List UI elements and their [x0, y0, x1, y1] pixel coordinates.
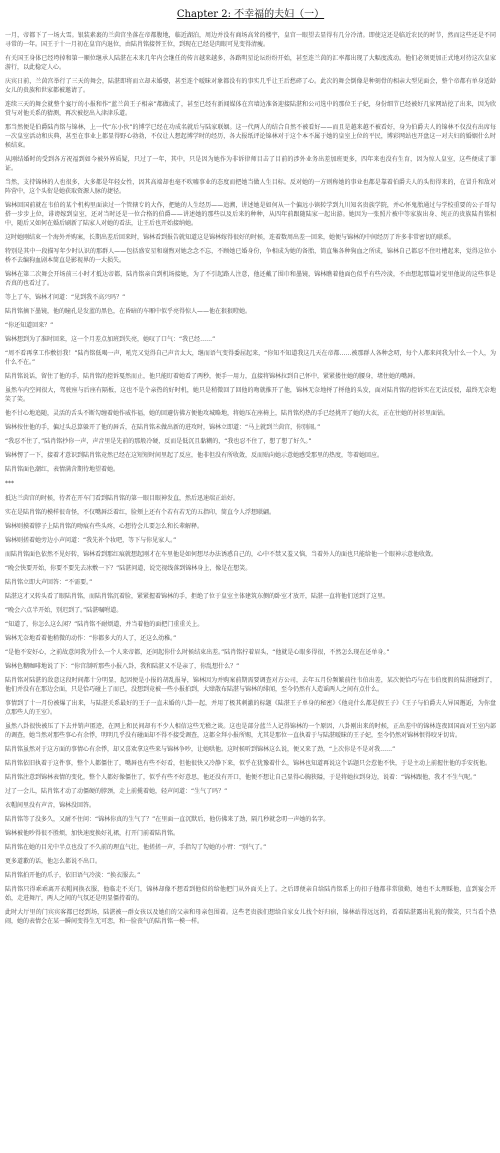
paragraph: 锦林回国前就在韦伯的某个机构里面读过一个管辖专的大作，把她的人生经历——追溯，讲述她是如何从一个偏远小镇转学到九川知名贵族学院，并心怀鬼胎通过与学校重要的公子哥勾搭一步步上位，诽谤嫁到皇室，还对当时还是一位合格的伯爵——讲述她的那些以及后来的种种，从四年前跟随陆家一起出游。她因为一张照片被中等家族出身、纯正的贵族陆肖铭相中，随后又如何在婚后刷新了陆家人对她的看法，让王后也开始接纳她。 [5, 202, 496, 227]
paragraph: 从刚结婚时的受到各方祝福到如今被外界质疑，只过了一年，其中，只是因为她作为非诉律师目击了目前的涉外业务出差加班更多，四年来也没有生育，因为惊人皇室，这些便成了罪证。 [5, 156, 496, 172]
paragraph: 事情到了十一月份被爆了出来，与陆湛关系最好的王子一直未婚的八卦一起，并用了极其刺激的标题《陆湛王子单身的秘密》《他竟什么都是假王子》《王子与伯爵夫人异国邂逅，为你盘点那些人的王室》。 [5, 700, 496, 716]
paragraph: 庆宾日前，兰茵宫举行了三天的舞会，陆湛即将而立却未婚娶，甚至连个暧昧对象都没有的事实几乎让王后愁碎了心。此次的舞会倒像是种刻骨的相亲大型见面会，整个帝都有单身适龄女儿的贵族和世家都被邀请了。 [5, 78, 496, 94]
paragraph: “是他不安好心，之前故意问我为什么一个人来帝都，还问起你什么时候结束出差。”陆肖铭拧着眉头，“他就是心眼多得很，不然怎么现在还单身。” [5, 649, 390, 656]
paragraph: 陆肖铭依旧执着于这件事，整个人都僵住了，嘴唇也有些不好看，但他很快又冷静下来，似乎在犹豫着什么，锦林也知道再说这个话题只会惹他不快，于是主动上前握住他的手安抚他。 [5, 760, 492, 767]
paragraph: 当然，支持锦林的人也很多，大多都是年轻女性，因其高端却也毫不吹嘘事业的态度而把她当做人生目标。反对她的一方则称她的事业也都是靠着伯爵夫人的头衔得来的，在冒升和敌对阵营中，这个头衔是她获取资源人脉的捷径。 [5, 179, 496, 195]
paragraph: 锦林愣了一下，接着才意识到陆肖铭竟然已经在这短短时间里起了反应，他非但没有所收敛，反而贴向她示意她感受那里的热度，等着她回应。 [5, 452, 384, 459]
paragraph: 衣帽间里没有声音，锦林没回答。 [5, 802, 96, 809]
paragraph: “周不看再拿工作敷衍我！”陆肖铭低喝一声，吼完又觉得自己声音太大，继而语气变得委屈起来，“你知不知道我这几天在帝都……被那群人各种念叨，每个人都来问我为什么一个人，为什么不在。” [5, 350, 496, 366]
paragraph: 锦林则搓着她旁边小声问道：“我先补个妆吧，等下与你见家人。” [5, 537, 177, 544]
paragraph: 陆肖铭拍开他的爪子，依旧语气冷淡：“换衣服去。” [5, 872, 141, 879]
paragraph: 实在是陆肖铭的模样很奇怪，不仅嘴唇泛着红，脸颊上还有个若有若无的五指印，简直令人浮想联翩。 [5, 509, 276, 516]
paragraph: 锦林按住他的手，偏过头总算躲开了他的唇舌，在陆肖铭未做出新的进攻时，锦林立即道：“马上就到兰茵宫，你别闹。” [5, 424, 321, 431]
paragraph: 锦林在第二次舞会开场前三小时才抵达帝都，陆肖铭亲自到机场接她，为了不引起路人注意，他还戴了围巾和墨镜，锦林瞧着他面色似乎有些冷淡，不由想起那篇对觉里他说的这些事是否真的也看过了。 [5, 271, 496, 287]
paragraph: “我忍不住了，”陆肖铭抄你一声，声音里是先前的那般冷硬，反而是低沉且黏糊的，“我也忍不住了，想了想了好久。” [5, 438, 312, 445]
paragraph: 锦林则摸着脖子上陆肖铭的吻痕有些头疼，心想待会儿要怎么和长辈解释。 [5, 523, 204, 530]
paragraph: 锦林想到为了准时回来，这一个月差点加班到失亮，她叹了口气：“我已经……” [5, 336, 216, 343]
paragraph: 抵达兰茵宫的时候，待者在开车门看到陆肖铭的第一眼目眼神发直，然后迅速端正站好。 [5, 495, 240, 502]
paragraph: “晚会快要开始，你要不要先去冰敷一下？”陆湛问道，说完视线落到锦林身上，像是在想笑。 [5, 565, 252, 572]
paragraph: 他不甘心地追随，灵活的舌头不断勾缠着她作威作福，她的回避仿佛方便他攻城略地，将她压在座椅上，陆肖铭灼热的手已经挑开了她的大衣，正在往她的衬衫里面钻。 [5, 410, 450, 417]
paragraph: 虽然车内空间很大，驾驶座与后座有隔板，这也不是个亲热的好时机，她只是稍微回了回他的吻就推开了他，锦林无奈地捋了捋他的头发，面对陆肖铭的控诉实在无法反驳，最终无奈地笑了笑。 [5, 387, 496, 403]
paragraph: 过了一会儿，陆肖铭才动了动僵硬的脖颈，走上前揽着她，轻声问道：“生气了吗？” [5, 788, 228, 795]
paragraph: 陆肖铭摘下墨镜，他的瞳孔是发蓝的黑色，在昏暗的车厢中似乎亮得惊人——他在狠狠瞪她。 [5, 308, 252, 315]
paragraph: “你还知道回来？” [5, 322, 54, 329]
paragraph: 一月，帝都下了一场大雪。银装素裹的兰茵宫坐落在帝都腹地，临近湖泊，周边并没有商场高耸的楼宇，皇宫一眼望去显得有几分冷清。即使这还是临近农民的时节，然而这些还是不同寻常的一年。国王于十一月初在皇宫内退位，由陆肖铭接替王位，到现在已经是肉眼可见变得清瘦。 [5, 32, 496, 48]
paragraph: “知道了，你怎么这么闲？”陆肖铭不耐烦道，并当着他的面把门重重关上。 [5, 621, 204, 628]
paragraph: 那当然便是伯爵陆肖铭与锦林，上一代“东小伙”的博学已经在功成名就后与陆家联姻。这一代两人的结合自然不被看好——而且是越来越不被看好，身为伯爵夫人的锦林不仅没有出席每一次皇室活动和庆典，甚至在事业上都显得野心勃勃，不仅让人想起博学时的经历，各大报纸评论锦林对于这个本不属于她的皇室上位的平民，博彩网站也开盘这一对夫妇的婚姻什么时候结束。 [5, 124, 496, 149]
paragraph: 陆肖铭注意到锦林表情的变化，整个人都好像僵住了，似乎有些不好意思，他还没有开口，他便不想让自己显得心胸狭隘，于是将她拉到身边，说着：“锦林跟他，我才不生气呢。” [5, 774, 477, 781]
paragraph: 有关国王身体已经垮掉和第一顺位继承人陆湛在未来几年内会继任的传言越来越多，各路明星论坛纷纷开始，甚至连兰茵的汇率都出现了大幅度波动。他们必须更加正式地对待这次皇家游行，以此稳定人心。 [5, 55, 496, 71]
paragraph: 连续三天的舞会就整个宴厅的小报和作“蓝兰茵王子相亲”都做成了，甚至已经有新闻媒体在宫墙边准备迎接陆湛和公司选中的那位王子妃，身份细节已经被好几家网站挖了出来，因为欣赏与对他关系的猜测，再次被挖出入津津乐道。 [5, 101, 496, 117]
chapter-body [5, 31, 496, 926]
paragraph: 陆肖铭只得乖乖离开衣帽间换衣服，他临走不关门，锦林却像不想看到他似的给他把门从外面关上了。之后即便亲自给陆肖铭系上的扣子他都非常殷勤，她也不太理睬他，直到宴会开始，走进舞厅，两人之间的气氛还是明显僵持着的。 [5, 886, 496, 902]
paragraph: 陆肖铭面色潮红，表情满含期待地望着她。 [5, 466, 120, 473]
paragraph: 陆湛这才又转头看了眼陆肖铭，而陆肖铭沉着脸，紧紧握着锦林的手，拒绝了位于皇室主体建筑东侧的卧室才放开，陆湛一直将他们送到了这里。 [5, 593, 390, 600]
paragraph: 陆肖铭对陆湛的敌意这段时间都十分明显，起因便是小报的胡乱报导，锦林因为并购案前期需要调查对方公司，去年五月份频繁前往韦伯出差，某次便恰巧与在韦伯度假的陆湛碰到了，他们并没有在那边会面，只是恰巧碰上了而已，没想到竟被一些小报拍到，大肆散布陆湛与锦林的绯闻，至今仍然有人造谣两人之间有点什么。 [5, 677, 496, 693]
paragraph: 陆肖铭说话，留住了他的手，陆肖铭的控诉戛然而止，他只能盯着她看了两秒，便手一用力，直接将锦林拉到自己怀中，紧紧搂住她的腰身，堵住她的嘴唇。 [5, 373, 420, 380]
paragraph: 陆肖铭在她的目光中半点也没了不久前的理直气壮，他搓搓一声，手指勾了勾她的小臂：“别气了。” [5, 844, 267, 851]
paragraph: 锦林无奈地看着他稍微的动作：“你都多大的人了，还这么幼稚。” [5, 635, 177, 642]
paragraph: 锦林色糊咖啡地说了下：“你宫制听那些小报八卦，我和陆湛又不是亲了，你乱想什么？” [5, 663, 240, 670]
paragraph: 锦林被他吵得很不胜烦，加快速度换好礼裙，打开门前着陆肖铭。 [5, 830, 180, 837]
paragraph: 更多道歉的话，他怎么都说不出口。 [5, 858, 102, 865]
paragraph: 特别是其中一段描写年少时认识的那群人——包括盛安星和谢煦对她念念不忘，不顾她已婚身份，争相成为她的备胎，简直集各种狗血之所成，锦林自己都忍不住吐槽起来，觉得这位小桥不去编狗血剧本简直是影视界的一大损失。 [5, 248, 496, 264]
paragraph: 而陆肖铭面色依然不见好转，锦林看到那红痕就想起刚才在车里他是如何想尽办法诱惑自己的，心中不禁又羞又恼，当着外人的面也只能给他一个眼神示意他收敛。 [5, 551, 438, 558]
paragraph: 虽然八卦很快被压了下去并销声匿迹，在网上和民间却有不少人相信这些无稽之谈。这也是部分蓝兰人记得锦林的一个原因，八卦刚出来的时候，正出差中的锦林连夜回国面对王室内部的调查，她当然对那些事心有余悸，明明几乎没有碰面却不得不接受调查，这都全拜小报所赐，尤其是那位一直执着于与陆湛暧昧的王子妃，至今仍然对锦林恨得咬牙切齿。 [5, 723, 496, 739]
chapter-title[interactable]: Chapter 2: 不幸福的夫妇（一） [176, 9, 325, 20]
section-separator: *** [5, 480, 14, 487]
paragraph: 这时她刚结束一个海外并购案，长期出差后回来时，锦林看到报告就知道这是锦林嫁得很好的时候，连着数周出差一回来，她便与锦林的中间经历了许多非常密切的联系。 [5, 234, 456, 241]
paragraph: 等上了车，锦林才问道：“见到我不高兴吗？” [5, 294, 126, 301]
paragraph: 此时大厅里的门宾宾客都已经到场，陆湛被一群女孩以及她们的父亲和母亲包围着。这些老贵族们想给自家女儿找个好归宿，锦林站得远远的，看着陆湛露出礼貌的微笑，只当看个热闹，她的表情会在某一瞬间变得生无可恋，和一脸丧气的陆肖铭一模一样。 [5, 909, 496, 925]
paragraph: 陆肖铭立即大声回答：“不需要。” [5, 579, 93, 586]
paragraph: “晚会六点半开始，别迟到了。”陆湛嘱咐道。 [5, 607, 123, 614]
paragraph: 陆肖铭等了没多久，又耐不住问：“锦林你真的生气了？”在里面一直沉默后，他仿佛来了劲，隔几秒就念叨一声她的名字。 [5, 816, 330, 823]
paragraph: 陆肖铭虽然对于这方面的事情心有余悸，却又喜欢拿这些来与锦林争吵，让她哄他。这时候听到锦林这么说，便又来了劲，“上次你是不是对我……” [5, 746, 396, 753]
